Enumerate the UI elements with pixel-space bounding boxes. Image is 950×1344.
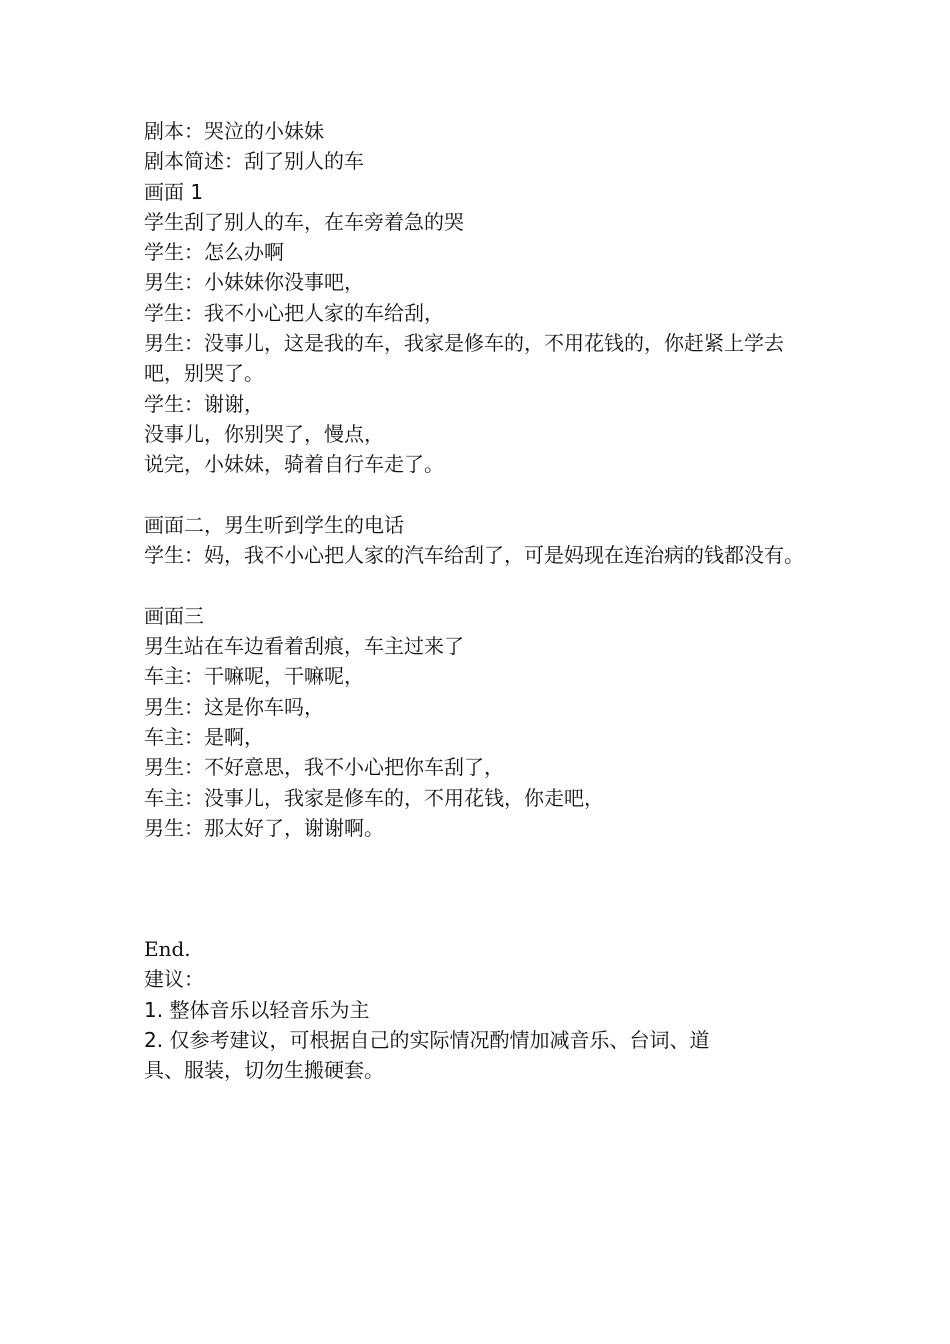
script-title: 剧本：哭泣的小妹妹 xyxy=(144,119,324,143)
scene1-line: 说完，小妹妹，骑着自行车走了。 xyxy=(144,452,444,477)
scene3-line: 男生站在车边看着刮痕，车主过来了 xyxy=(144,634,464,659)
scene1-heading: 画面 1 xyxy=(144,179,204,204)
spacer xyxy=(144,843,804,873)
scene1-line: 男生：小妹妹你没事吧， xyxy=(144,270,364,295)
document-body xyxy=(144,116,804,1086)
scene1-line: 没事儿，你别哭了，慢点， xyxy=(144,421,384,446)
scene3-line: 车主：干嘛呢，干嘛呢， xyxy=(144,664,364,689)
scene3-line: 男生：这是你车吗， xyxy=(144,694,324,719)
advice-item: 1. 整体音乐以轻音乐为主 xyxy=(144,997,370,1022)
spacer xyxy=(144,570,804,600)
scene1-line: 男生：没事儿，这是我的车，我家是修车的，不用花钱的，你赶紧上学去吧，别哭了。 xyxy=(144,331,784,386)
scene3-line: 男生：那太好了，谢谢啊。 xyxy=(144,815,384,840)
scene1-line: 学生：我不小心把人家的车给刮， xyxy=(144,300,444,325)
scene1-line: 学生刮了别人的车，在车旁着急的哭 xyxy=(144,209,464,234)
spacer xyxy=(144,873,804,903)
scene3-line: 男生：不好意思，我不小心把你车刮了， xyxy=(144,755,504,780)
spacer xyxy=(144,904,804,934)
script-summary: 剧本简述：刮了别人的车 xyxy=(144,149,364,174)
scene3-line: 车主：没事儿，我家是修车的，不用花钱，你走吧， xyxy=(144,785,604,810)
end-label: End. xyxy=(144,937,191,962)
scene3-line: 车主：是啊， xyxy=(144,724,264,749)
scene3-heading: 画面三 xyxy=(144,603,204,628)
scene2-line: 学生：妈，我不小心把人家的汽车给刮了，可是妈现在连治病的钱都没有。 xyxy=(144,543,804,568)
advice-item: 2. 仅参考建议，可根据自己的实际情况酌情加减音乐、台词、道具、服装，切勿生搬硬套。 xyxy=(144,1027,710,1083)
spacer xyxy=(144,480,804,510)
scene2-heading: 画面二，男生听到学生的电话 xyxy=(144,512,404,537)
advice-label: 建议： xyxy=(144,967,204,992)
scene1-line: 学生：怎么办啊 xyxy=(144,240,284,265)
scene1-line: 学生：谢谢， xyxy=(144,391,264,416)
